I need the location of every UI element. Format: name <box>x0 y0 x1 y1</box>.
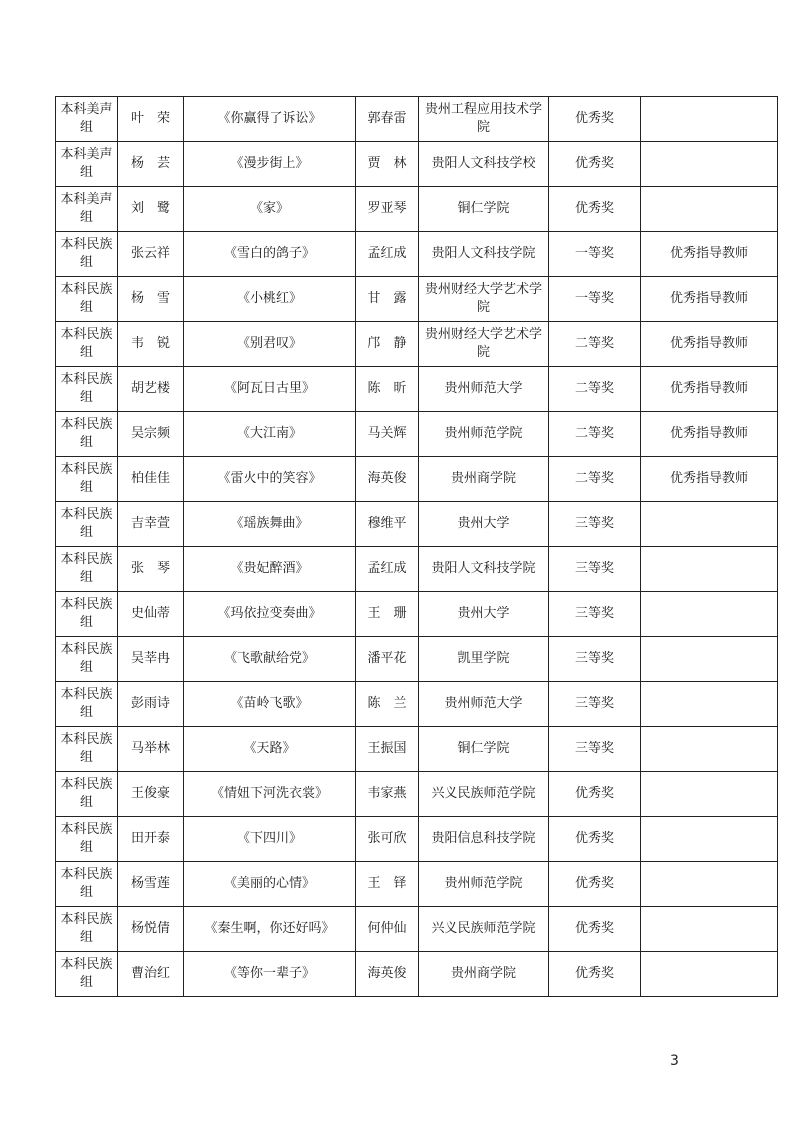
cell-name: 柏佳佳 <box>118 457 184 502</box>
cell-name: 杨悦倩 <box>118 907 184 952</box>
cell-school: 贵州财经大学艺术学院 <box>419 322 549 367</box>
cell-group: 本科美声组 <box>56 187 118 232</box>
cell-name: 马举林 <box>118 727 184 772</box>
cell-note: 优秀指导教师 <box>641 412 778 457</box>
cell-teacher: 穆维平 <box>356 502 419 547</box>
cell-group: 本科民族组 <box>56 637 118 682</box>
table-row <box>56 862 778 907</box>
cell-name: 曹治红 <box>118 952 184 997</box>
cell-award: 优秀奖 <box>549 952 641 997</box>
cell-note <box>641 637 778 682</box>
cell-note <box>641 862 778 907</box>
table-row <box>56 412 778 457</box>
cell-work: 《别君叹》 <box>184 322 356 367</box>
cell-award: 优秀奖 <box>549 97 641 142</box>
cell-name: 杨 芸 <box>118 142 184 187</box>
table-row <box>56 592 778 637</box>
cell-work: 《贵妃醉酒》 <box>184 547 356 592</box>
cell-work: 《天路》 <box>184 727 356 772</box>
cell-note: 优秀指导教师 <box>641 277 778 322</box>
table-row <box>56 277 778 322</box>
table-row <box>56 547 778 592</box>
cell-name: 王俊豪 <box>118 772 184 817</box>
cell-school: 贵阳人文科技学院 <box>419 547 549 592</box>
table-row <box>56 682 778 727</box>
cell-teacher: 何仲仙 <box>356 907 419 952</box>
cell-note: 优秀指导教师 <box>641 367 778 412</box>
table-row <box>56 907 778 952</box>
table-row <box>56 97 778 142</box>
cell-name: 张 琴 <box>118 547 184 592</box>
table-row <box>56 322 778 367</box>
cell-school: 贵州财经大学艺术学院 <box>419 277 549 322</box>
cell-teacher: 孟红成 <box>356 232 419 277</box>
table-row <box>56 367 778 412</box>
cell-note <box>641 727 778 772</box>
cell-teacher: 海英俊 <box>356 952 419 997</box>
cell-note: 优秀指导教师 <box>641 457 778 502</box>
cell-teacher: 邝 静 <box>356 322 419 367</box>
cell-teacher: 郭春雷 <box>356 97 419 142</box>
cell-work: 《大江南》 <box>184 412 356 457</box>
cell-note <box>641 187 778 232</box>
cell-award: 优秀奖 <box>549 862 641 907</box>
cell-school: 贵阳人文科技学院 <box>419 232 549 277</box>
cell-school: 贵阳人文科技学校 <box>419 142 549 187</box>
table-row <box>56 772 778 817</box>
cell-name: 吴宗频 <box>118 412 184 457</box>
cell-group: 本科民族组 <box>56 772 118 817</box>
cell-award: 一等奖 <box>549 277 641 322</box>
cell-award: 三等奖 <box>549 547 641 592</box>
cell-award: 二等奖 <box>549 457 641 502</box>
awards-table-body <box>56 97 778 997</box>
cell-note <box>641 772 778 817</box>
page-number: 3 <box>670 1053 679 1069</box>
cell-teacher: 韦家燕 <box>356 772 419 817</box>
cell-work: 《苗岭飞歌》 <box>184 682 356 727</box>
cell-name: 田开泰 <box>118 817 184 862</box>
cell-teacher: 贾 林 <box>356 142 419 187</box>
table-row <box>56 142 778 187</box>
cell-award: 一等奖 <box>549 232 641 277</box>
table-row <box>56 637 778 682</box>
cell-work: 《秦生啊，你还好吗》 <box>184 907 356 952</box>
cell-school: 贵州师范大学 <box>419 682 549 727</box>
cell-school: 贵州师范学院 <box>419 862 549 907</box>
cell-teacher: 陈 兰 <box>356 682 419 727</box>
cell-teacher: 马关辉 <box>356 412 419 457</box>
cell-award: 二等奖 <box>549 367 641 412</box>
cell-school: 铜仁学院 <box>419 727 549 772</box>
cell-group: 本科民族组 <box>56 817 118 862</box>
cell-work: 《家》 <box>184 187 356 232</box>
cell-award: 三等奖 <box>549 682 641 727</box>
cell-award: 二等奖 <box>549 322 641 367</box>
cell-note <box>641 592 778 637</box>
cell-award: 优秀奖 <box>549 817 641 862</box>
cell-name: 韦 锐 <box>118 322 184 367</box>
cell-school: 贵州大学 <box>419 592 549 637</box>
cell-award: 优秀奖 <box>549 772 641 817</box>
cell-work: 《阿瓦日古里》 <box>184 367 356 412</box>
table-row <box>56 232 778 277</box>
cell-group: 本科美声组 <box>56 97 118 142</box>
cell-award: 三等奖 <box>549 637 641 682</box>
cell-name: 刘 鹭 <box>118 187 184 232</box>
cell-note <box>641 97 778 142</box>
cell-group: 本科美声组 <box>56 142 118 187</box>
cell-school: 凯里学院 <box>419 637 549 682</box>
cell-award: 优秀奖 <box>549 187 641 232</box>
cell-school: 贵阳信息科技学院 <box>419 817 549 862</box>
cell-work: 《小桃红》 <box>184 277 356 322</box>
cell-work: 《玛依拉变奏曲》 <box>184 592 356 637</box>
cell-name: 张云祥 <box>118 232 184 277</box>
table-row <box>56 817 778 862</box>
cell-work: 《雷火中的笑容》 <box>184 457 356 502</box>
cell-name: 胡艺楼 <box>118 367 184 412</box>
cell-note <box>641 502 778 547</box>
table-row <box>56 187 778 232</box>
cell-name: 杨 雪 <box>118 277 184 322</box>
cell-name: 史仙蒂 <box>118 592 184 637</box>
cell-group: 本科民族组 <box>56 862 118 907</box>
cell-work: 《你赢得了诉讼》 <box>184 97 356 142</box>
cell-school: 贵州大学 <box>419 502 549 547</box>
cell-school: 贵州师范大学 <box>419 367 549 412</box>
cell-note <box>641 952 778 997</box>
cell-group: 本科民族组 <box>56 502 118 547</box>
table-row <box>56 457 778 502</box>
cell-group: 本科民族组 <box>56 547 118 592</box>
cell-name: 彭雨诗 <box>118 682 184 727</box>
cell-group: 本科民族组 <box>56 277 118 322</box>
cell-teacher: 孟红成 <box>356 547 419 592</box>
cell-name: 杨雪莲 <box>118 862 184 907</box>
cell-name: 叶 荣 <box>118 97 184 142</box>
cell-work: 《雪白的鸽子》 <box>184 232 356 277</box>
cell-group: 本科民族组 <box>56 367 118 412</box>
cell-award: 三等奖 <box>549 502 641 547</box>
cell-group: 本科民族组 <box>56 412 118 457</box>
cell-award: 三等奖 <box>549 592 641 637</box>
cell-teacher: 陈 昕 <box>356 367 419 412</box>
cell-school: 贵州商学院 <box>419 457 549 502</box>
awards-table <box>55 96 778 997</box>
cell-group: 本科民族组 <box>56 457 118 502</box>
cell-note: 优秀指导教师 <box>641 322 778 367</box>
cell-work: 《等你一辈子》 <box>184 952 356 997</box>
cell-teacher: 罗亚琴 <box>356 187 419 232</box>
cell-name: 吉幸萱 <box>118 502 184 547</box>
cell-group: 本科民族组 <box>56 682 118 727</box>
cell-group: 本科民族组 <box>56 907 118 952</box>
cell-work: 《美丽的心情》 <box>184 862 356 907</box>
cell-school: 铜仁学院 <box>419 187 549 232</box>
cell-note <box>641 817 778 862</box>
cell-work: 《下四川》 <box>184 817 356 862</box>
cell-teacher: 王振国 <box>356 727 419 772</box>
cell-award: 优秀奖 <box>549 142 641 187</box>
cell-work: 《瑶族舞曲》 <box>184 502 356 547</box>
cell-group: 本科民族组 <box>56 232 118 277</box>
cell-school: 贵州师范学院 <box>419 412 549 457</box>
cell-work: 《漫步街上》 <box>184 142 356 187</box>
cell-teacher: 王 铎 <box>356 862 419 907</box>
cell-school: 贵州商学院 <box>419 952 549 997</box>
cell-award: 三等奖 <box>549 727 641 772</box>
cell-teacher: 海英俊 <box>356 457 419 502</box>
cell-group: 本科民族组 <box>56 952 118 997</box>
cell-teacher: 王 珊 <box>356 592 419 637</box>
cell-group: 本科民族组 <box>56 322 118 367</box>
cell-note <box>641 682 778 727</box>
cell-note <box>641 142 778 187</box>
cell-note <box>641 547 778 592</box>
cell-award: 二等奖 <box>549 412 641 457</box>
cell-school: 兴义民族师范学院 <box>419 907 549 952</box>
cell-award: 优秀奖 <box>549 907 641 952</box>
table-row <box>56 727 778 772</box>
table-row <box>56 502 778 547</box>
cell-school: 兴义民族师范学院 <box>419 772 549 817</box>
table-row <box>56 952 778 997</box>
cell-school: 贵州工程应用技术学院 <box>419 97 549 142</box>
cell-name: 吴莘冉 <box>118 637 184 682</box>
cell-note: 优秀指导教师 <box>641 232 778 277</box>
cell-work: 《飞歌献给党》 <box>184 637 356 682</box>
cell-work: 《情妞下河洗衣裳》 <box>184 772 356 817</box>
cell-group: 本科民族组 <box>56 592 118 637</box>
cell-note <box>641 907 778 952</box>
cell-teacher: 甘 露 <box>356 277 419 322</box>
cell-teacher: 张可欣 <box>356 817 419 862</box>
cell-teacher: 潘平花 <box>356 637 419 682</box>
cell-group: 本科民族组 <box>56 727 118 772</box>
